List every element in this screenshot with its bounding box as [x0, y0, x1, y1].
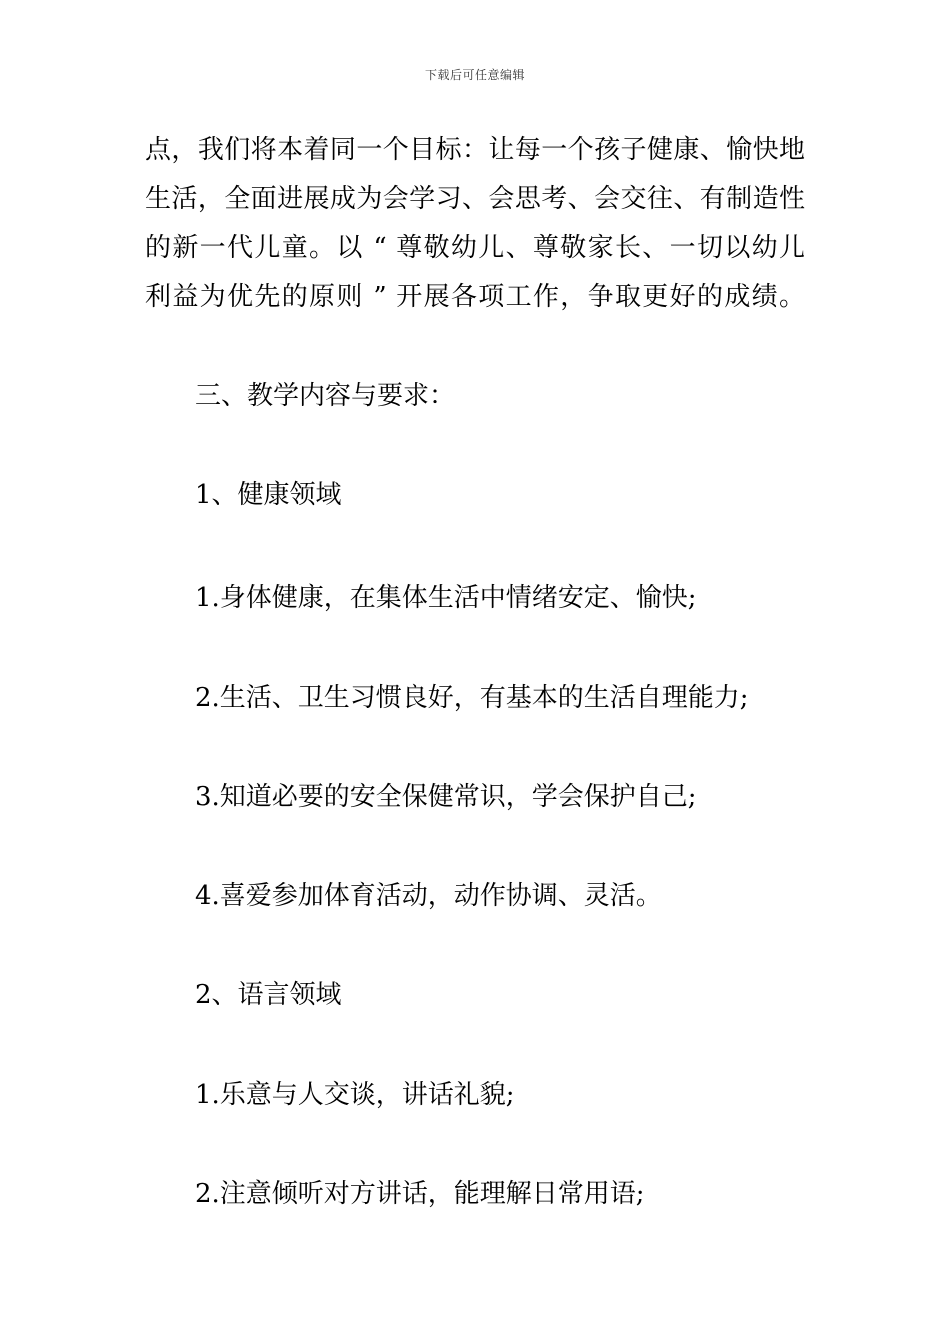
page-header: 下载后可任意编辑: [424, 68, 525, 82]
section-heading: 三、教学内容与要求：: [195, 381, 456, 411]
language-heading: 2、语言领域: [195, 980, 342, 1010]
health-item: 2.生活、卫生习惯良好，有基本的生活自理能力;: [195, 683, 749, 713]
paragraph-line: 利益为优先的原则 ” 开展各项工作，争取更好的成绩。: [145, 282, 805, 312]
paragraph-line: 生活，全面进展成为会学习、会思考、会交往、有制造性: [145, 184, 805, 214]
health-item: 4.喜爱参加体育活动，动作协调、灵活。: [195, 881, 662, 911]
health-heading: 1、健康领域: [195, 480, 342, 510]
paragraph-line: 的新一代儿童。以 “ 尊敬幼儿、尊敬家长、一切以幼儿: [145, 233, 805, 263]
paragraph-line: 点，我们将本着同一个目标：让每一个孩子健康、愉快地: [145, 135, 805, 165]
language-item: 1.乐意与人交谈，讲话礼貌;: [195, 1080, 515, 1110]
health-item: 1.身体健康，在集体生活中情绪安定、愉快;: [195, 583, 697, 613]
health-item: 3.知道必要的安全保健常识，学会保护自己;: [195, 782, 697, 812]
language-item: 2.注意倾听对方讲话，能理解日常用语;: [195, 1179, 645, 1209]
